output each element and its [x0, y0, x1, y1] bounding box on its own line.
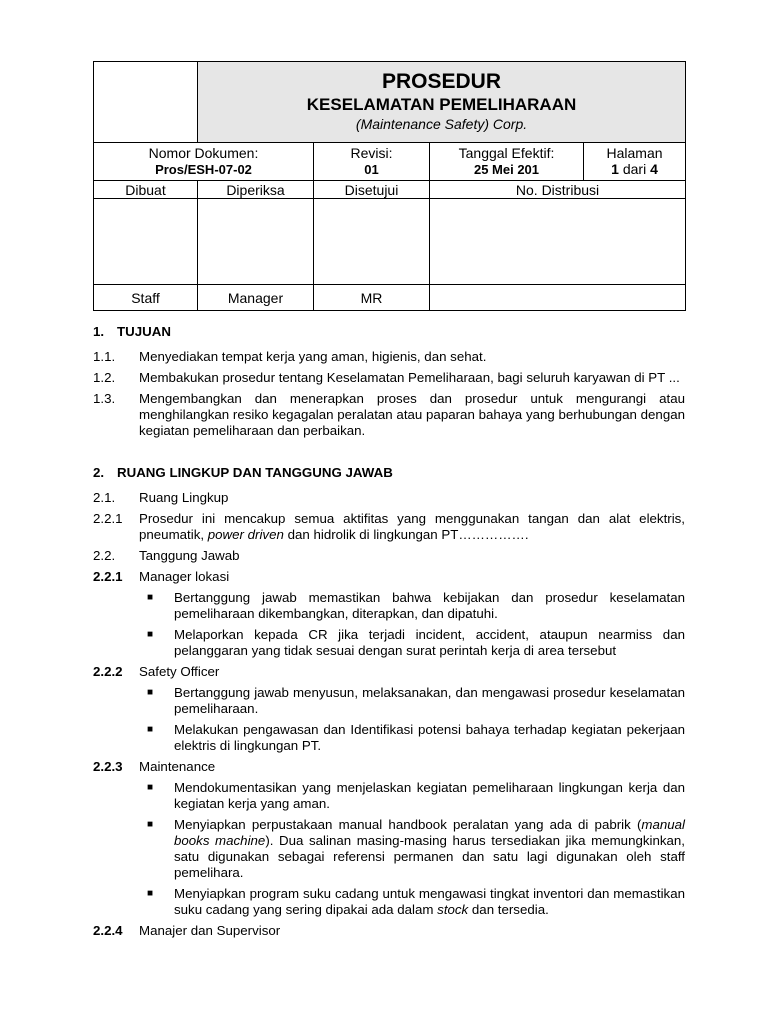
- item-number: 1.3.: [93, 391, 116, 406]
- text-emphasis: stock: [437, 902, 469, 917]
- section-number: 1.: [93, 324, 105, 339]
- section-heading-tujuan: [93, 324, 685, 340]
- item-text: Menyediakan tempat kerja yang aman, higienis, dan sehat.: [139, 349, 487, 364]
- item-text: Tanggung Jawab: [139, 548, 240, 563]
- item-number: 2.2.4: [93, 923, 123, 938]
- item-text: Maintenance: [139, 759, 216, 774]
- revisi-label: Revisi:: [350, 145, 393, 161]
- document-title: PROSEDUR: [382, 70, 502, 93]
- halaman-value: [584, 161, 685, 178]
- bullet-text: Melakukan pengawasan dan Identifikasi potensi bahaya terhadap kegiatan pekerjaan elektris di lingkungan PT.: [174, 722, 685, 753]
- list-item: [93, 490, 685, 506]
- list-item: [93, 923, 685, 939]
- tanggal-efektif-cell: [430, 143, 584, 181]
- item-number: 2.2.2: [93, 664, 123, 679]
- bullet-text: Bertanggung jawab menyusun, melaksanakan, dan mengawasi prosedur keselamatan pemeliharaan.: [174, 685, 685, 716]
- list-item: [93, 569, 685, 585]
- text-part: Prosedur ini mencakup semua aktifitas yang menggunakan tangan dan alat elektris, pneumatik,: [139, 511, 685, 542]
- signature-disetujui: [314, 199, 430, 285]
- logo-cell: [94, 62, 198, 143]
- list-item: [93, 349, 685, 365]
- revisi-value: 01: [364, 162, 379, 177]
- bullet-text: Melaporkan kepada CR jika terjadi incident, accident, ataupun nearmiss dan pelanggaran yang tidak sesuai dengan surat perintah kerja di area tersebut: [174, 627, 685, 658]
- tanggal-efektif-value: 25 Mei 201: [473, 162, 540, 177]
- halaman-page: 1: [611, 161, 619, 177]
- document-header-table: [93, 61, 686, 311]
- signature-diperiksa: [198, 199, 314, 285]
- bullet-text: [174, 886, 685, 918]
- item-text: Ruang Lingkup: [139, 490, 229, 505]
- nomor-dokumen-value: Pros/ESH-07-02: [155, 162, 252, 177]
- text-part: ). Dua salinan masing-masing harus tersediakan jika memungkinkan, satu digunakan sebagai referensi permanen dan satu lagi digunakan oleh staff pemelihara.: [174, 833, 685, 880]
- item-number: 2.2.1: [93, 569, 123, 584]
- item-number: 1.1.: [93, 349, 116, 364]
- bullet-text: Mendokumentasikan yang menjelaskan kegiatan pemeliharaan lingkungan kerja dan kegiatan kerja yang aman.: [174, 780, 685, 811]
- item-text: Membakukan prosedur tentang Keselamatan Pemeliharaan, bagi seluruh karyawan di PT ...: [139, 370, 680, 385]
- item-text: Safety Officer: [139, 664, 220, 679]
- section-title: RUANG LINGKUP DAN TANGGUNG JAWAB: [117, 465, 393, 480]
- role-manager: Manager: [198, 285, 314, 311]
- square-bullet-icon: ■: [147, 592, 154, 603]
- square-bullet-icon: ■: [147, 629, 154, 640]
- section-title: TUJUAN: [117, 324, 171, 339]
- document-subtitle: KESELAMATAN PEMELIHARAAN: [306, 95, 577, 114]
- square-bullet-icon: ■: [147, 782, 154, 793]
- col-dibuat: Dibuat: [94, 181, 198, 199]
- square-bullet-icon: ■: [147, 819, 154, 830]
- text-part: dan hidrolik di lingkungan PT…………….: [283, 527, 529, 542]
- halaman-cell: [584, 143, 686, 181]
- item-text: Manager lokasi: [139, 569, 230, 584]
- halaman-label: Halaman: [606, 145, 663, 161]
- bullet-item: [146, 590, 685, 622]
- section-number: 2.: [93, 465, 105, 480]
- item-number: 1.2.: [93, 370, 116, 385]
- title-cell: [198, 62, 686, 143]
- list-item: [93, 664, 685, 680]
- text-part: Menyiapkan perpustakaan manual handbook peralatan yang ada di pabrik (: [174, 817, 642, 832]
- bullet-text: [174, 817, 685, 881]
- item-number: 2.2.1: [93, 511, 123, 526]
- list-item: [93, 511, 685, 543]
- bullet-item: [146, 817, 685, 881]
- list-item: [93, 548, 685, 564]
- bullet-item: [146, 685, 685, 717]
- bullet-item: [146, 780, 685, 812]
- text-part: Menyiapkan program suku cadang untuk mengawasi tingkat inventori dan memastikan suku cadang yang sering dipakai ada dalam: [174, 886, 685, 917]
- square-bullet-icon: ■: [147, 888, 154, 899]
- document-subtitle-english: (Maintenance Safety) Corp.: [355, 116, 528, 132]
- item-text: Mengembangkan dan menerapkan proses dan prosedur untuk mengurangi atau menghilangkan resiko kegagalan peralatan atau paparan bahaya yang berhubungan dengan kegiatan pemeliharaan dan perbaikan.: [139, 391, 685, 438]
- halaman-of: dari: [622, 161, 647, 177]
- tanggal-efektif-label: Tanggal Efektif:: [458, 145, 555, 161]
- revisi-cell: [314, 143, 430, 181]
- item-text: Manajer dan Supervisor: [139, 923, 281, 938]
- col-no-distribusi: No. Distribusi: [430, 181, 686, 199]
- item-number: 2.2.: [93, 548, 116, 563]
- document-body: [93, 320, 685, 944]
- text-emphasis: power driven: [207, 527, 284, 542]
- bullet-item: [146, 886, 685, 918]
- bullet-item: [146, 722, 685, 754]
- bullet-text: Bertanggung jawab memastikan bahwa kebijakan dan prosedur keselamatan pemeliharaan dikembangkan, diterapkan, dan dipatuhi.: [174, 590, 685, 621]
- item-number: 2.2.3: [93, 759, 123, 774]
- role-mr: MR: [314, 285, 430, 311]
- list-item: [93, 391, 685, 439]
- nomor-dokumen-cell: [94, 143, 314, 181]
- role-blank: [430, 285, 686, 311]
- section-heading-ruang-lingkup: [93, 465, 685, 481]
- item-text: [139, 511, 685, 543]
- distribusi-blank: [430, 199, 686, 285]
- role-staff: Staff: [94, 285, 198, 311]
- item-number: 2.1.: [93, 490, 116, 505]
- signature-dibuat: [94, 199, 198, 285]
- nomor-dokumen-label: Nomor Dokumen:: [148, 145, 259, 161]
- text-part: dan tersedia.: [468, 902, 549, 917]
- list-item: [93, 759, 685, 775]
- list-item: [93, 370, 685, 386]
- halaman-total: 4: [650, 161, 658, 177]
- square-bullet-icon: ■: [147, 687, 154, 698]
- col-diperiksa: Diperiksa: [198, 181, 314, 199]
- bullet-item: [146, 627, 685, 659]
- col-disetujui: Disetujui: [314, 181, 430, 199]
- text-emphasis: manual books machine: [174, 817, 685, 848]
- square-bullet-icon: ■: [147, 724, 154, 735]
